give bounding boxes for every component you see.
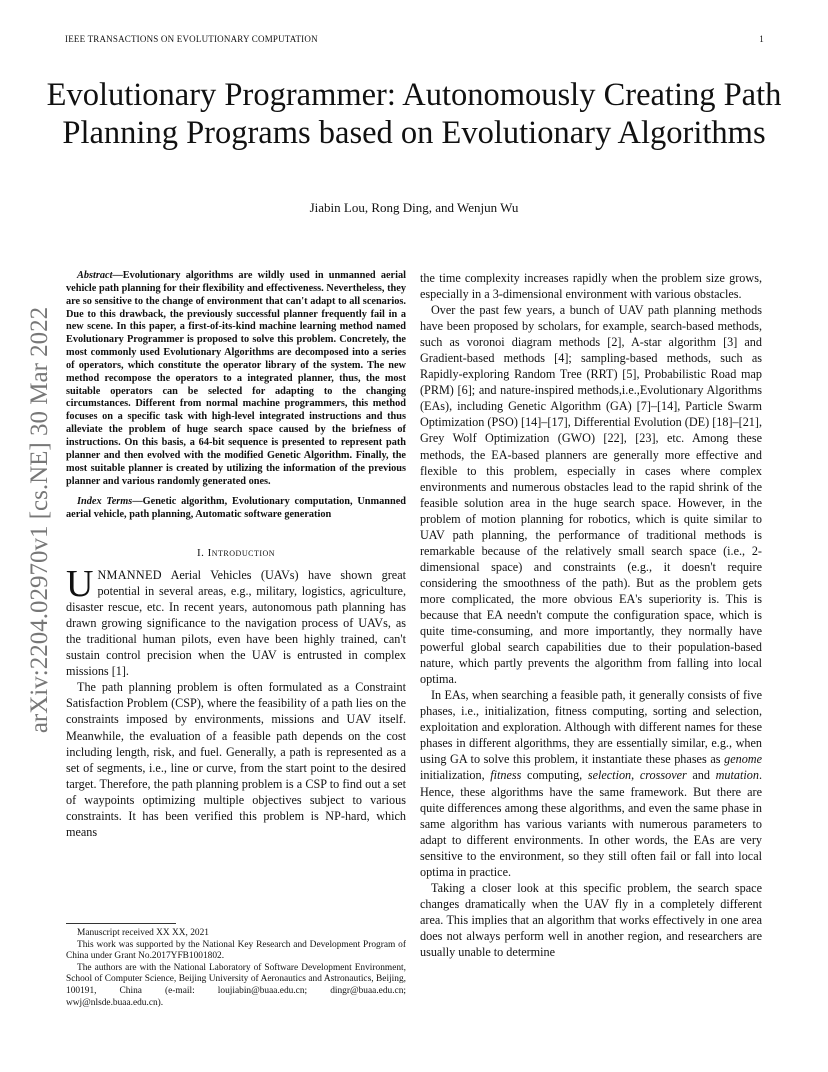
term-fitness: fitness bbox=[490, 768, 522, 783]
footnote-funding: This work was supported by the National Key Research and Development Program of China under Grant No.2017YFB1001802. bbox=[66, 939, 406, 962]
intro-paragraph-2: The path planning problem is often formulated as a Constraint Satisfaction Problem (CSP), where the feasibility of a path lies on the constraints imposed by environments, missions and UAV itself. Meanwhile, the evaluation of a feasible path depends on the cost including length, risk, and fuel. Generally, a path is represented as a set of segments, i.e., line or curve, from the start point to the desired target. Therefore, the path planning problem is a CSP to find out a set of waypoints optimizing multiple objectives subject to various constraints. It has been verified this problem is NP-hard, which means bbox=[66, 680, 406, 839]
abstract-label: Abstract bbox=[77, 270, 113, 281]
right-paragraph-4: Taking a closer look at this specific problem, the search space changes dramatically when the UAV fly in a completely different area. This implies that an algorithm that works effectively in one area does not always perform well in another region, and researchers are usually unable to determine bbox=[420, 880, 762, 959]
term-genome: genome bbox=[724, 752, 762, 767]
p3-text-d: , bbox=[631, 768, 640, 783]
p3-text-e: and bbox=[686, 768, 716, 783]
arxiv-stamp bbox=[20, 285, 60, 755]
arxiv-identifier: arXiv:2204.02970v1 [cs.NE] 30 Mar 2022 bbox=[26, 306, 53, 734]
page-number: 1 bbox=[759, 34, 764, 44]
right-paragraph-2: Over the past few years, a bunch of UAV path planning methods have been proposed by scholars, for example, search-based methods, such as voronoi diagram methods [2], A-star algorithm [3] and Gradient-based methods [4]; sampling-based methods, such as Rapidly-exploring Random Tree (RRT) [5], Probabilistic Road map (PRM) [6]; and nature-inspired methods,i.e.,Evolutionary Algorithms (EAs), including Genetic Algorithm (GA) [7]–[14], Particle Swarm Optimization (PSO) [14]–[17], Differential Evolution (DE) [18]–[21], Grey Wolf Optimization (GWO) [22], [23], etc. Among these methods, the EA-based planners are generally more effective and flexible to this problem, especially in cases where complex environments and numerous obstacles lead to the rapid shrink of the feasible solution area in the huge search space. However, in the problem of motion planning for robotics, which is quite similar to UAV path planning, the performance of traditional methods is remarkable because of the relatively small search space (i.e., 2-dimensional space) and constraints (e.g., it doesn't require considering the smoothness of the path). But as the problem gets more complicated, the more obvious EA's superiority is. This is because that EA needn't compute the configuration space, which is quite time-consuming, and more importantly, they normally have powerful global search capabilities due to their population-based nature, which partly prevents the algorithm from falling into local optima. bbox=[420, 303, 762, 687]
index-terms bbox=[66, 496, 406, 522]
abstract-text: —Evolutionary algorithms are wildly used in unmanned aerial vehicle path planning for their flexibility and effectiveness. Nevertheless, they are so sensitive to the change of environment that can't adapt to all scenarios. Due to this drawback, the previously successful planner frequently fail in a new scene. In this paper, a first-of-its-kind machine learning method named Evolutionary Programmer is proposed to solve this problem. Concretely, the most commonly used Evolutionary Algorithms are decomposed into a series of operators, which constitute the operator library of the system. The new method recompose the operators to a integrated planner, thus, the most suitable operators can be selected for adapting to the changing circumstances. Different from normal machine programmers, this method focuses on a specific task with high-level integrated instructions and thus alleviate the problem of huge search space caused by the briefness of instructions. On this basis, a 64-bit sequence is presented to represent path planner and then evolved with the modified Genetic Algorithm. Finally, the most suitable planner is created by utilizing the information of the previous planner and various randomly generated ones. bbox=[66, 270, 406, 487]
footnote-rule bbox=[66, 923, 176, 924]
p3-text-b: initialization, bbox=[420, 768, 491, 783]
index-terms-label: Index Terms bbox=[77, 496, 133, 508]
p3-text-c: computing, bbox=[521, 768, 588, 783]
drop-cap: U bbox=[66, 563, 94, 606]
section-number: I. bbox=[196, 547, 205, 560]
term-selection: selection bbox=[587, 768, 632, 783]
term-crossover: crossover bbox=[639, 768, 687, 783]
intro-paragraph-1 bbox=[66, 563, 406, 679]
abstract bbox=[66, 270, 406, 488]
left-column bbox=[66, 270, 406, 840]
running-header bbox=[65, 34, 764, 44]
intro-text: Aerial Vehicles (UAVs) have shown great potential in several areas, e.g., military, logistics, agriculture, disaster rescue, etc. In recent years, autonomous path planning has drawn growing significance to the navigation process of UAVs, as the traditional human pilots, even have been highly trained, can't sustain control precision when the UAV is entrusted in complex missions [1]. bbox=[66, 568, 406, 679]
footnote-manuscript: Manuscript received XX XX, 2021 bbox=[77, 928, 209, 938]
right-paragraph-1: the time complexity increases rapidly when the problem size grows, especially in a 3-dimensional environment with various obstacles. bbox=[420, 271, 762, 302]
footnotes bbox=[66, 928, 406, 1009]
p3-text-a: In EAs, when searching a feasible path, it generally consists of five phases, i.e., initialization, fitness computing, sorting and selection, exploitation and exploration. Although with different names for these phases in different algorithms, they are essentially similar, e.g., when using GA to solve this problem, it instantiate these phases as bbox=[420, 688, 762, 767]
index-terms-text: —Genetic algorithm, Evolutionary computation, Unmanned aerial vehicle, path planning, Automatic software generation bbox=[66, 496, 406, 521]
term-mutation: mutation bbox=[715, 768, 759, 783]
paper-title: Evolutionary Programmer: Autonomously Creating Path Planning Programs based on Evolutionary Algorithms bbox=[46, 77, 782, 151]
section-title: Introduction bbox=[207, 547, 276, 560]
section-heading bbox=[66, 547, 406, 559]
journal-name: IEEE TRANSACTIONS ON EVOLUTIONARY COMPUTATION bbox=[65, 34, 318, 44]
p3-text-f: . Hence, these algorithms have the same framework. But there are quite differences among these algorithms, and even the same phase in same algorithm has various variants with numerous parameters to adapt to different environments. In other words, the EAs are very sensitive to the environment, so they still often fail or fall into local optima in practice. bbox=[420, 768, 762, 879]
author-list: Jiabin Lou, Rong Ding, and Wenjun Wu bbox=[309, 200, 519, 215]
footnote-affiliation: The authors are with the National Laboratory of Software Development Environment, School of Computer Science, Beijing University of Aeronautics and Astronautics, Beijing, 100191, China (e-mail: loujiabin@buaa.edu.cn; dingr@buaa.edu.cn; wwj@nlsde.buaa.edu.cn). bbox=[66, 962, 406, 1008]
right-column bbox=[420, 270, 762, 960]
right-paragraph-3 bbox=[420, 687, 762, 880]
intro-lead-word: NMANNED bbox=[97, 568, 162, 583]
